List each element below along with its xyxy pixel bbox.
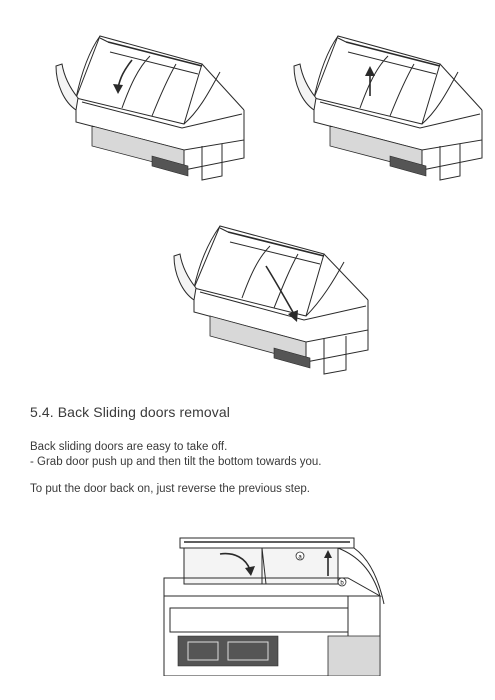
- illustration-display-case-step-2: [290, 30, 490, 190]
- illustration-display-case-step-3: [170, 218, 375, 383]
- callout-a: [296, 552, 304, 561]
- section-heading: 5.4. Back Sliding doors removal: [30, 404, 230, 420]
- callout-b: [338, 578, 346, 587]
- instruction-line: - Grab door push up and then tilt the bottom towards you.: [30, 456, 322, 468]
- illustration-display-case-step-1: [52, 30, 252, 190]
- instruction-line: Back sliding doors are easy to take off.: [30, 441, 228, 453]
- illustration-display-case-full: [158, 526, 388, 676]
- instruction-line: To put the door back on, just reverse the previous step.: [30, 483, 310, 495]
- svg-text:a: a: [298, 554, 302, 561]
- svg-text:b: b: [340, 580, 344, 587]
